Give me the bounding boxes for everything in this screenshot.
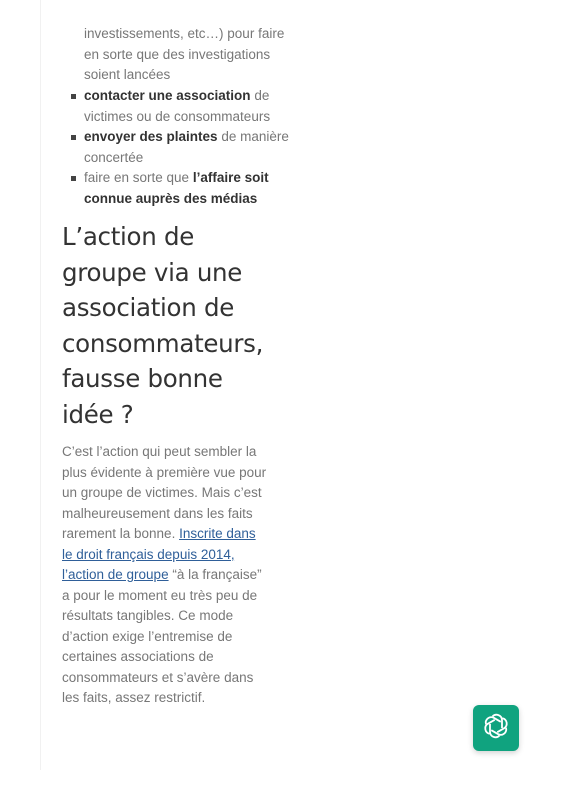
list-item-continued-text: investissements, etc…) pour faire en sorte que des investigations soient lancées [84,26,285,82]
body-paragraph [62,442,267,709]
section-heading: L’action de groupe via une association de consommateurs, fausse bonne idée ? [62,222,264,429]
list-item-bold: l’affaire soit connue auprès des médias [84,170,269,206]
page-left-border [40,0,41,770]
list-item [62,168,289,209]
list-item-continued [62,24,289,86]
list-item-text: faire en sorte que [84,170,193,185]
list-item-bold: envoyer des plaintes [84,129,218,144]
list-item-text: de victimes ou de consommateurs [84,88,271,124]
list-item [62,127,289,168]
list-item-bold: contacter une association [84,88,251,103]
list-item [62,86,289,127]
chat-widget-button[interactable] [473,705,519,751]
paragraph-text: “à la française” a pour le moment eu très peu de résultats tangibles. Ce mode d’action exige l’entremise de certaines associations de consommateurs et s’avère dans les faits, assez restrictif. [62,567,262,705]
action-de-groupe-link[interactable]: Inscrite dans le droit français depuis 2014, l’action de groupe [62,526,256,582]
list-item-text: de manière concertée [84,129,289,165]
bullet-marker [71,94,76,99]
openai-logo-icon [481,711,511,746]
bullet-marker [71,135,76,140]
bullet-marker [71,176,76,181]
paragraph-text: C’est l’action qui peut sembler la plus évidente à première vue pour un groupe de victimes. Mais c’est malheureusement dans les faits rarement la bonne. [62,444,267,541]
